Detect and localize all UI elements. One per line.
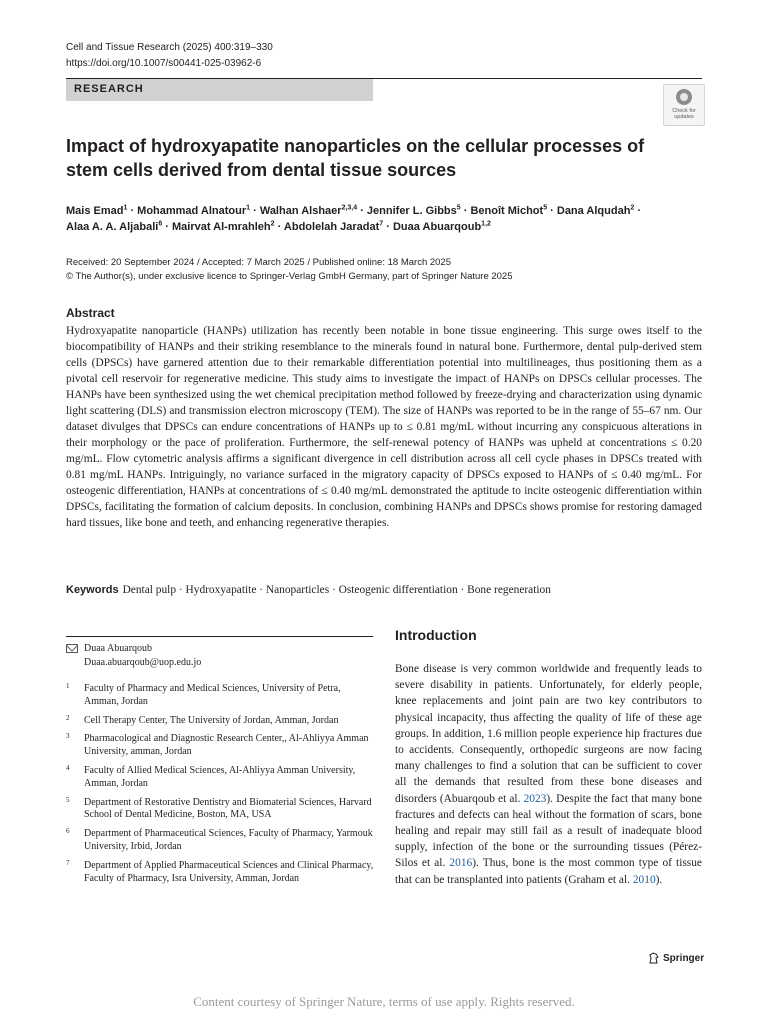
envelope-icon	[66, 644, 78, 653]
author-separator: ·	[383, 221, 393, 233]
affiliation-item	[66, 797, 376, 823]
publication-dates	[66, 256, 706, 284]
publisher-name: Springer	[663, 952, 705, 964]
author-name[interactable]: Benoît Michot	[470, 205, 544, 217]
affiliation-text: Department of Applied Pharmaceutical Sciences and Clinical Pharmacy, Faculty of Pharmacy, Isra University, Amman, Jordan	[84, 859, 374, 884]
author-name[interactable]: Walhan Alshaer	[259, 205, 342, 217]
author-name[interactable]: Alaa A. A. Aljabali	[66, 221, 159, 233]
history-dates: Received: 20 September 2024 / Accepted: 7 March 2025 / Published online: 18 March 2025	[66, 257, 451, 268]
author-name[interactable]: Dana Alqudah	[556, 205, 631, 217]
affiliations-rule	[66, 636, 373, 637]
author-affiliation-marker: 2	[630, 204, 635, 212]
section-label-bar	[66, 79, 373, 101]
author-name[interactable]: Jennifer L. Gibbs	[366, 205, 457, 217]
author-affiliation-marker: 1	[246, 204, 251, 212]
corresponding-name: Duaa Abuarqoub	[84, 643, 153, 654]
author-affiliation-marker: 5	[456, 204, 461, 212]
affiliation-item	[66, 683, 376, 709]
citation-link[interactable]: 2023	[523, 792, 547, 805]
introduction-heading: Introduction	[395, 627, 477, 643]
author-affiliation-marker: 2,3,4	[341, 204, 358, 212]
corresponding-email[interactable]: Duaa.abuarqoub@uop.edu.jo	[84, 657, 202, 668]
abstract-heading: Abstract	[66, 306, 115, 320]
affiliation-item	[66, 828, 376, 854]
author-affiliation-marker: 6	[158, 220, 163, 228]
springer-horse-icon	[648, 952, 660, 964]
affiliation-text: Pharmacological and Diagnostic Research Center,, Al-Ahliyya Amman University, amman, Jordan	[84, 733, 369, 758]
intro-text: Bone disease is very common worldwide and frequently leads to severe disability in patients. Unfortunately, for elderly people, knee replacements and joint pain are two key contributors to physical incapacity, thus affecting the quality of life of these age groups. In addition, 1.6 million people experience hip fractures due to accidents. Consequently, orthopedic surgeons are now facing many challenges to find a solution that can be sufficient to cover all the demands that resulted from these bone diseases and disorders (Abuarqoub et al.	[395, 663, 702, 805]
author-name[interactable]: Duaa Abuarqoub	[392, 221, 482, 233]
author-affiliation-marker: 1,2	[481, 220, 491, 228]
affiliation-number: 1	[66, 682, 70, 690]
author-name[interactable]: Mohammad Alnatour	[137, 205, 247, 217]
copyright-line: © The Author(s), under exclusive licence to Springer-Verlag GmbH Germany, part of Springer Nature 2025	[66, 271, 513, 282]
author-affiliation-marker: 7	[379, 220, 384, 228]
affiliation-number: 3	[66, 732, 70, 741]
affiliation-text: Faculty of Pharmacy and Medical Sciences, University of Petra, Amman, Jordan	[84, 683, 341, 707]
author-separator: ·	[250, 205, 260, 217]
badge-text-1: Check for	[672, 108, 696, 114]
affiliation-number: 7	[66, 858, 70, 867]
affiliation-text: Department of Pharmaceutical Sciences, Faculty of Pharmacy, Yarmouk University, Irbid, Jordan	[84, 828, 373, 852]
publisher-logo	[648, 952, 704, 964]
keywords-text: Dental pulp · Hydroxyapatite · Nanoparticles · Osteogenic differentiation · Bone regeneration	[122, 584, 551, 596]
section-label: RESEARCH	[74, 83, 144, 95]
affiliation-list	[66, 683, 376, 891]
author-separator: ·	[357, 205, 367, 217]
affiliation-number: 4	[66, 763, 70, 772]
doi-link[interactable]: https://doi.org/10.1007/s00441-025-03962-6	[66, 58, 262, 69]
affiliation-item	[66, 715, 376, 728]
introduction-body	[395, 661, 702, 888]
badge-text-2: updates	[674, 114, 694, 120]
author-affiliation-marker: 5	[543, 204, 548, 212]
affiliation-item	[66, 733, 376, 759]
citation-link[interactable]: 2010	[632, 873, 656, 886]
author-name[interactable]: Mairvat Al-mrahleh	[172, 221, 271, 233]
footer-notice: Content courtesy of Springer Nature, terms of use apply. Rights reserved.	[193, 994, 575, 1009]
author-separator: ·	[127, 205, 138, 217]
intro-text: ). Despite the fact that many bone fractures and defects can heal without the formation of scars, bone healing and repair may still fail as a result of inadequate blood supply, infection of the bone or the surrounding tissues (Pérez-Silos et al.	[395, 792, 702, 870]
journal-info	[66, 40, 273, 72]
author-list	[66, 203, 706, 235]
affiliation-number: 5	[66, 795, 70, 804]
author-affiliation-marker: 1	[123, 204, 128, 212]
affiliation-text: Cell Therapy Center, The University of Jordan, Amman, Jordan	[84, 714, 339, 726]
author-name[interactable]: Abdolelah Jaradat	[283, 221, 380, 233]
author-separator: ·	[460, 205, 471, 217]
author-affiliation-marker: 2	[270, 220, 275, 228]
author-separator: ·	[274, 221, 284, 233]
journal-citation: Cell and Tissue Research (2025) 400:319–330	[66, 42, 273, 53]
affiliation-item	[66, 765, 376, 791]
author-separator: ·	[547, 205, 557, 217]
affiliation-number: 6	[66, 827, 70, 836]
keywords-label: Keywords	[66, 584, 119, 596]
article-title: Impact of hydroxyapatite nanoparticles on the cellular processes of stem cells derived from dental tissue sources	[66, 136, 645, 180]
citation-link[interactable]: 2016	[449, 857, 473, 870]
author-separator: ·	[634, 205, 642, 217]
affiliation-item	[66, 860, 376, 886]
keywords	[66, 582, 706, 598]
intro-text: ). Thus, bone is the most common type of tissue that can be transplanted into patients (Graham et al.	[395, 857, 702, 886]
affiliation-number: 2	[66, 713, 70, 722]
author-name[interactable]: Mais Emad	[66, 205, 124, 217]
affiliation-text: Department of Restorative Dentistry and Biomaterial Sciences, Harvard School of Dental Medicine, Boston, MA, USA	[84, 796, 372, 821]
check-updates-icon	[676, 89, 692, 105]
affiliation-text: Faculty of Allied Medical Sciences, Al-Ahliyya Amman University, Amman, Jordan	[84, 764, 356, 789]
author-separator: ·	[162, 221, 172, 233]
check-for-updates-badge[interactable]	[663, 84, 705, 126]
intro-text: ).	[655, 873, 663, 886]
abstract-body: Hydroxyapatite nanoparticle (HANPs) utilization has recently been notable in bone tissue engineering. This surge owes itself to the biocompatibility of HANPs and their striking resemblance to the minerals found in natural bone. Furthermore, dental pulp-derived stem cells (DPSCs) have garnered attention due to their remarkable differentiation potential into multilineages, thus positioning them as a pivotal cell reservoir for regenerative medicine. This study aims to investigate the impact of HANPs on DPSCs cellular processes. The HANPs have been synthesized using the wet chemical precipitation method followed by freeze-drying and characterization using dynamic light scattering (DLS) and transmission electron microscopy (TEM). The size of HANPs was reported to be in the range of 55–67 nm. Our dataset divulges that DPSCs can endure concentrations of HANPs up to ≤ 0.81 mg/mL without incurring any conspicuous alterations in their morphology or the pace of proliferation. Furthermore, the self-renewal potency of HANPs was upheld at concentrations ≤ 0.20 mg/mL. Flow cytometric analysis affirms a significant divergence in cell distribution across all cell cycle phases in DPSCs treated with 0.81 mg/mL HANPs. Intriguingly, no variance surfaced in the migratory capacity of DPSCs exposed to HANPs of ≤ 0.40 mg/mL. For osteogenic differentiation, HANPs at concentrations of ≤ 0.40 mg/mL demonstrated the aptitude to incite osteogenic differentiation within DPSCs, facilitating the formation of calcium deposits. In conclusion, combining HANPs and DPSCs shows promise for restoring damaged hard tissues, like bone and teeth, and enhancing regenerative therapies.	[66, 325, 702, 529]
